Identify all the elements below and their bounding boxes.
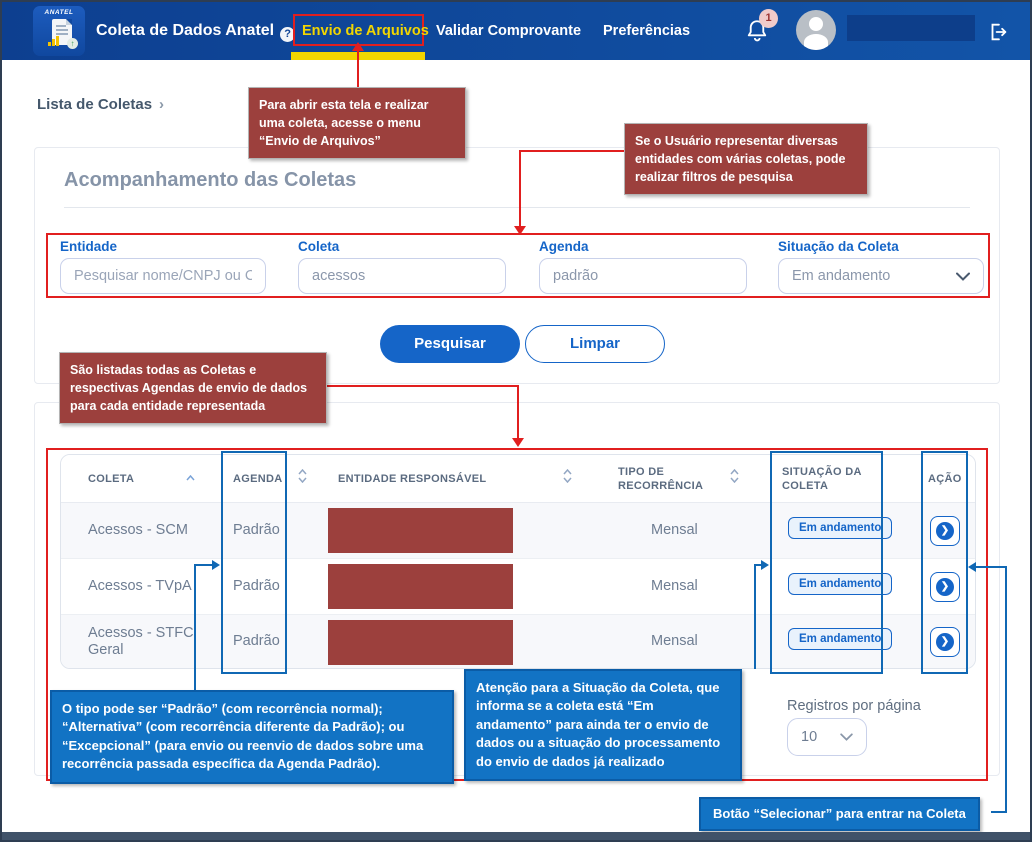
situacao-label: Situação da Coleta	[778, 239, 899, 254]
connector-line	[754, 564, 756, 669]
top-navbar	[2, 2, 1030, 60]
cell-tipo: Mensal	[651, 633, 698, 649]
cell-coleta: Acessos - SCM	[88, 522, 188, 538]
help-icon[interactable]: ?	[280, 27, 295, 42]
situacao-select[interactable]	[778, 258, 984, 294]
avatar[interactable]	[796, 10, 836, 50]
sort-icon[interactable]	[730, 469, 739, 483]
annotation-blue-situacao-column-box	[770, 451, 883, 674]
connector-line	[517, 385, 519, 440]
status-badge: Em andamento	[788, 517, 892, 539]
chevron-down-icon	[956, 272, 970, 281]
nav-item-envio-de-arquivos[interactable]: Envio de Arquivos	[302, 23, 429, 39]
nav-item-preferencias[interactable]: Preferências	[603, 23, 691, 39]
anatel-logo-icon	[33, 6, 85, 56]
annotation-situacao-tip: Atenção para a Situação da Coleta, que informa se a coleta está “Em andamento” para ainda ter o envio de dados ou a situação do processamento do envio de dados já realizado	[464, 669, 742, 781]
cell-tipo: Mensal	[651, 578, 698, 594]
annotation-agenda-tip: O tipo pode ser “Padrão” (com recorrência normal); “Alternativa” (com recorrência diferente da Padrão); ou “Excepcional” (para envio ou reenvio de dados sobre uma recorrência passada específica da Agenda Padrão).	[50, 690, 454, 784]
anatel-logo-text: ANATEL	[44, 9, 74, 16]
redacted-username	[847, 15, 975, 41]
annotation-selecionar-tip: Botão “Selecionar” para entrar na Coleta	[699, 797, 980, 831]
cell-tipo: Mensal	[651, 522, 698, 538]
situacao-select-value: Em andamento	[792, 268, 891, 284]
limpar-button[interactable]: Limpar	[525, 325, 665, 363]
page-size-select[interactable]	[787, 718, 867, 756]
pesquisar-button[interactable]: Pesquisar	[380, 325, 520, 363]
cell-agenda: Padrão	[233, 633, 280, 649]
title-divider	[64, 207, 970, 208]
breadcrumb-lista-de-coletas[interactable]: Lista de Coletas	[37, 96, 153, 113]
arrow-right-icon	[212, 560, 220, 570]
annotation-blue-acao-column-box	[921, 451, 968, 674]
redacted-entidade	[328, 620, 513, 665]
cell-agenda: Padrão	[233, 522, 280, 538]
arrow-left-icon	[968, 562, 976, 572]
connector-line	[976, 566, 1007, 568]
annotation-list-tip: São listadas todas as Coletas e respectivas Agendas de envio de dados para cada entidade representada	[59, 352, 327, 424]
nav-item-validar-comprovante[interactable]: Validar Comprovante	[436, 23, 582, 39]
annotation-filters-tip: Se o Usuário representar diversas entidades com várias coletas, pode realizar filtros de pesquisa	[624, 123, 868, 195]
page-size-value: 10	[801, 729, 818, 745]
footer-bar	[2, 832, 1030, 840]
cell-agenda: Padrão	[233, 578, 280, 594]
chevron-down-icon	[840, 733, 853, 741]
connector-line	[357, 49, 359, 87]
col-header-entidade[interactable]: ENTIDADE RESPONSÁVEL	[338, 473, 487, 485]
connector-line	[194, 564, 196, 690]
entidade-input[interactable]	[60, 258, 266, 294]
connector-line	[519, 150, 521, 228]
connector-line	[519, 150, 624, 152]
redacted-entidade	[328, 564, 513, 609]
arrow-down-icon	[512, 438, 524, 447]
entidade-label: Entidade	[60, 239, 118, 254]
breadcrumb-separator: ›	[159, 96, 165, 113]
chevron-right-icon: ❯	[936, 578, 954, 596]
connector-line	[324, 385, 519, 387]
col-header-acao[interactable]: AÇÃO	[928, 473, 962, 485]
chevron-right-icon: ❯	[936, 633, 954, 651]
cell-coleta: Acessos - STFC Geral	[88, 625, 194, 658]
sort-icon[interactable]	[298, 469, 307, 483]
bar-chart-icon	[48, 36, 59, 46]
notification-badge[interactable]: 1	[759, 9, 778, 28]
status-badge: Em andamento	[788, 573, 892, 595]
coleta-input[interactable]	[298, 258, 506, 294]
sort-asc-icon[interactable]	[186, 475, 195, 481]
agenda-label: Agenda	[539, 239, 589, 254]
annotation-menu-tip: Para abrir esta tela e realizar uma coleta, acesse o menu “Envio de Arquivos”	[248, 87, 466, 159]
app-title-text: Coleta de Dados Anatel	[96, 22, 275, 39]
cell-coleta: Acessos - TVpA	[88, 578, 192, 594]
connector-line	[194, 564, 213, 566]
col-header-situacao[interactable]: SITUAÇÃO DA COLETA	[782, 466, 862, 492]
agenda-input[interactable]	[539, 258, 747, 294]
arrow-down-icon	[514, 226, 526, 235]
upload-dot-icon: ↑	[67, 38, 78, 49]
col-header-coleta[interactable]: COLETA	[88, 473, 135, 485]
chevron-right-icon: ❯	[936, 522, 954, 540]
status-badge: Em andamento	[788, 628, 892, 650]
connector-line	[1005, 566, 1007, 813]
col-header-tipo[interactable]: TIPO DE RECORRÊNCIA	[618, 466, 704, 492]
coleta-label: Coleta	[298, 239, 340, 254]
app-title	[96, 22, 295, 42]
page-title: Acompanhamento das Coletas	[64, 169, 357, 191]
logout-icon[interactable]	[987, 21, 1009, 43]
annotation-blue-agenda-column-box	[221, 451, 287, 674]
redacted-entidade	[328, 508, 513, 553]
col-header-agenda[interactable]: AGENDA	[233, 473, 283, 485]
registros-por-pagina-label: Registros por página	[787, 698, 921, 714]
breadcrumb	[37, 96, 164, 113]
sort-icon[interactable]	[563, 469, 572, 483]
arrow-right-icon	[761, 560, 769, 570]
